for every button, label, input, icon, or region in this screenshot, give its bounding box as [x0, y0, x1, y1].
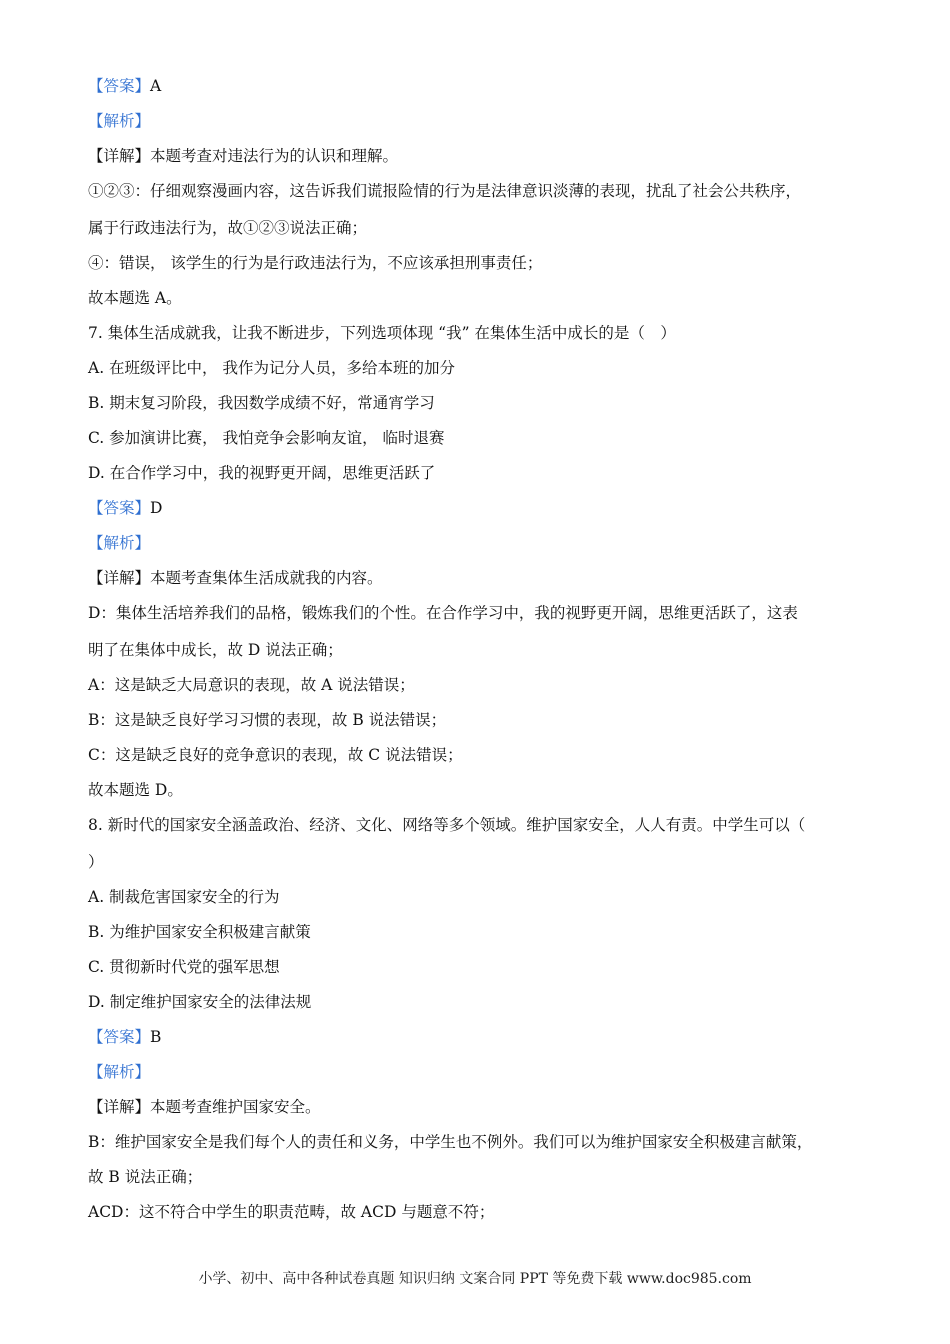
- text-line-ans7: [88, 498, 162, 518]
- line-text: D. 在合作学习中，我的视野更开阔，思维更活跃了: [88, 464, 436, 482]
- text-line-ana7: [88, 533, 150, 553]
- text-line-l11: [88, 1132, 812, 1152]
- line-text: ④：错误， 该学生的行为是行政违法行为，不应该承担刑事责任；: [88, 254, 543, 272]
- line-text: 故本题选 A。: [88, 289, 182, 307]
- section-tag: 【解析】: [88, 534, 151, 552]
- line-text: 属于行政违法行为，故①②③说法正确；: [88, 219, 368, 237]
- text-line-q7c: [88, 428, 445, 448]
- line-text: C. 参加演讲比赛， 我怕竞争会影响友谊， 临时退赛: [88, 429, 445, 447]
- line-text: D：集体生活培养我们的品格，锻炼我们的个性。在合作学习中，我的视野更开阔，思维更活跃了，这表: [88, 604, 798, 622]
- text-line-l6: [88, 640, 343, 660]
- section-tag: 【答案】: [88, 77, 151, 95]
- line-text: A: [150, 77, 162, 95]
- line-text: B. 期末复习阶段，我因数学成绩不好，常通宵学习: [88, 394, 435, 412]
- line-text: 7. 集体生活成就我，让我不断进步，下列选项体现 “我” 在集体生活中成长的是（ ）: [88, 324, 676, 342]
- text-line-l3: [88, 253, 542, 273]
- text-line-q8c1: [88, 957, 280, 977]
- text-line-q7: [88, 323, 676, 343]
- line-text: B: [150, 1028, 162, 1046]
- text-line-q7d: [88, 463, 435, 483]
- section-tag: 【解析】: [88, 1063, 151, 1081]
- text-line-l12: [88, 1167, 202, 1187]
- line-text: D. 制定维护国家安全的法律法规: [88, 993, 312, 1011]
- text-line-q8b1: [88, 922, 311, 942]
- text-line-q7a: [88, 358, 455, 378]
- line-text: 故 B 说法正确；: [88, 1168, 203, 1186]
- line-text: A：这是缺乏大局意识的表现，故 A 说法错误；: [88, 676, 415, 694]
- line-text: ①②③：仔细观察漫画内容，这告诉我们谎报险情的行为是法律意识淡薄的表现，扰乱了社会公共秩序，: [88, 182, 802, 200]
- line-text: A. 制裁危害国家安全的行为: [88, 888, 280, 906]
- line-text: 明了在集体中成长，故 D 说法正确；: [88, 641, 343, 659]
- text-line-ans8: [88, 1027, 161, 1047]
- text-line-q8a1: [88, 887, 280, 907]
- text-line-l8: [88, 710, 446, 730]
- text-line-l9: [88, 745, 463, 765]
- text-line-q8: [88, 815, 805, 835]
- text-line-det8: [88, 1097, 321, 1117]
- line-text: 【详解】本题考查维护国家安全。: [88, 1098, 321, 1116]
- line-text: 故本题选 D。: [88, 781, 183, 799]
- section-tag: 【答案】: [88, 499, 151, 517]
- text-line-l7: [88, 675, 415, 695]
- text-line-ana8: [88, 1062, 150, 1082]
- text-line-ans6: [88, 76, 161, 96]
- line-text: C：这是缺乏良好的竞争意识的表现，故 C 说法错误；: [88, 746, 463, 764]
- text-line-l4: [88, 288, 182, 308]
- text-line-l13: [88, 1202, 494, 1222]
- line-text: 【详解】本题考查对违法行为的认识和理解。: [88, 147, 399, 165]
- line-text: B. 为维护国家安全积极建言献策: [88, 923, 311, 941]
- section-tag: 【答案】: [88, 1028, 151, 1046]
- text-line-l1: [88, 181, 801, 201]
- text-line-q8b: [88, 852, 104, 872]
- line-text: B：维护国家安全是我们每个人的责任和义务，中学生也不例外。我们可以为维护国家安全积极建言献策，: [88, 1133, 813, 1151]
- line-text: A. 在班级评比中， 我作为记分人员，多给本班的加分: [88, 359, 455, 377]
- text-line-l10: [88, 780, 183, 800]
- text-line-q8d1: [88, 992, 311, 1012]
- text-line-det6: [88, 146, 398, 166]
- line-text: ACD：这不符合中学生的职责范畴，故 ACD 与题意不符；: [88, 1203, 495, 1221]
- line-text: ）: [88, 853, 104, 871]
- page-footer: 小学、初中、高中各种试卷真题 知识归纳 文案合同 PPT 等免费下载 www.doc985.com: [198, 1271, 752, 1287]
- line-text: C. 贯彻新时代党的强军思想: [88, 958, 280, 976]
- text-line-l5: [88, 603, 798, 623]
- line-text: 8. 新时代的国家安全涵盖政治、经济、文化、网络等多个领域。维护国家安全，人人有责。中学生可以（: [88, 816, 806, 834]
- text-line-ana6: [88, 111, 150, 131]
- text-line-l2: [88, 218, 367, 238]
- line-text: 【详解】本题考查集体生活成就我的内容。: [88, 569, 383, 587]
- line-text: B：这是缺乏良好学习习惯的表现，故 B 说法错误；: [88, 711, 447, 729]
- section-tag: 【解析】: [88, 112, 151, 130]
- text-line-det7: [88, 568, 383, 588]
- text-line-q7b: [88, 393, 435, 413]
- line-text: D: [150, 499, 163, 517]
